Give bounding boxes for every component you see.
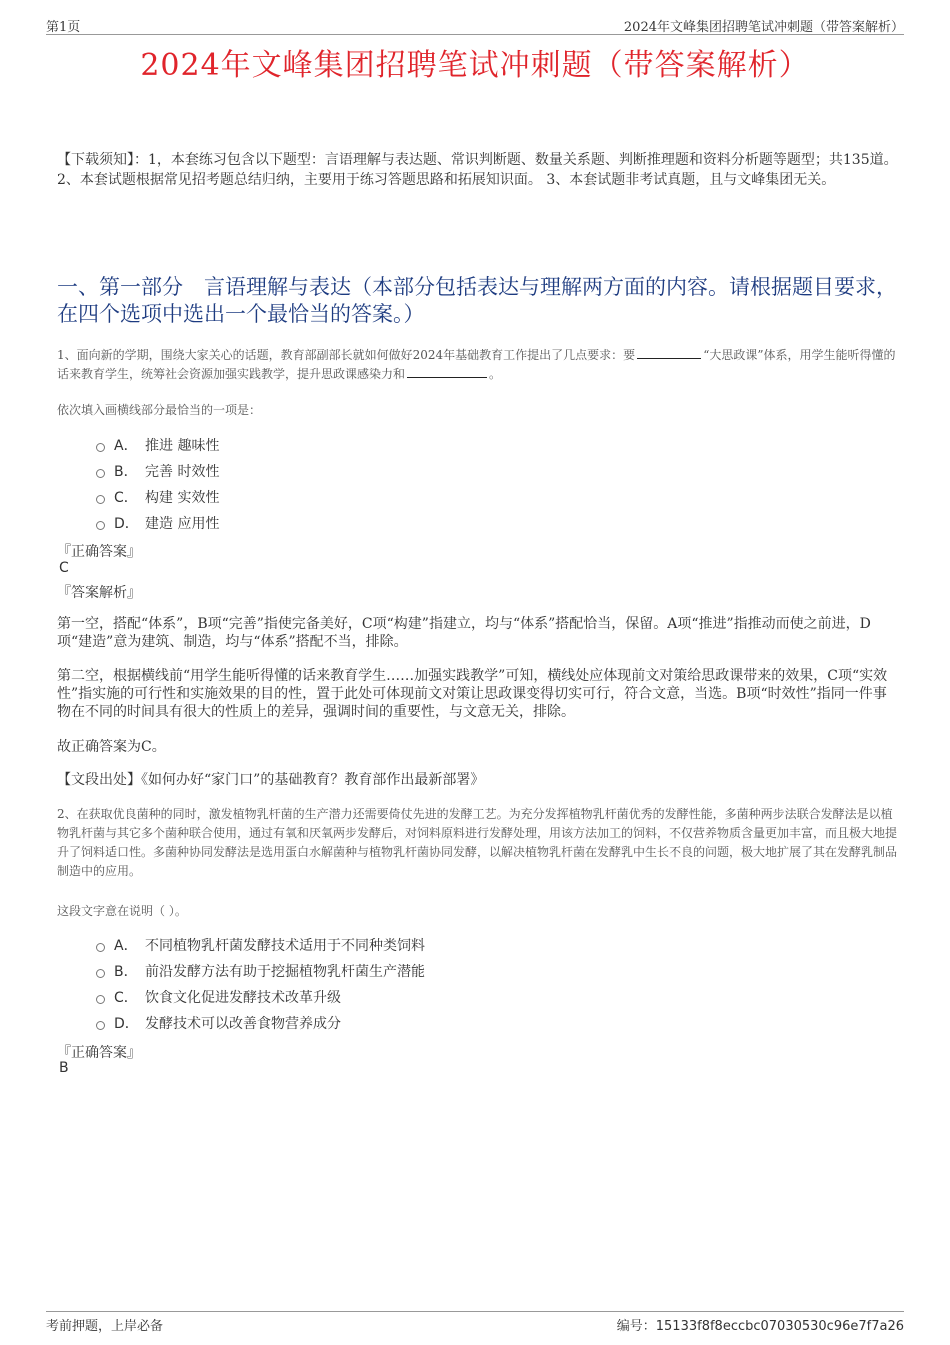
- answer-1: C: [59, 560, 69, 576]
- radio-icon[interactable]: [96, 521, 105, 530]
- answer-2: B: [59, 1060, 69, 1076]
- option-a[interactable]: A． 不同植物乳杆菌发酵技术适用于不同种类饲料: [96, 932, 425, 958]
- question-2-prompt: 这段文字意在说明（ ）。: [57, 904, 187, 918]
- download-notice: 【下载须知】：1，本套练习包含以下题型：言语理解与表达题、常识判断题、数量关系题、判断推理题和资料分析题等题型；共135道。 2、本套试题根据常见招考题总结归纳，主要用于练习答题思路和拓展知识面。 3、本套试题非考试真题，且与文峰集团无关。: [57, 152, 898, 188]
- answer-label-2: 『正确答案』: [57, 1045, 141, 1061]
- question-1-text: 1、面向新的学期，围绕大家关心的话题，教育部副部长就如何做好2024年基础教育工作提出了几点要求：要 “大思政课”体系，用学生能听得懂的话来教育学生，统筹社会资源加强实践教学，提升思政课感染力和 。: [57, 348, 896, 381]
- analysis-paragraph-1: 第一空，搭配“体系”，B项“完善”指使完备美好，C项“构建”指建立，均与“体系”搭配恰当，保留。A项“推进”指推动而使之前进，D项“建造”意为建筑、制造，均与“体系”搭配不当，排除。: [57, 616, 871, 650]
- page-header: [46, 14, 904, 35]
- document-code: 编号：15133f8f8eccbc07030530c96e7f7a26: [616, 1319, 904, 1334]
- question-1-options: [96, 432, 219, 536]
- radio-icon[interactable]: [96, 495, 105, 504]
- option-a[interactable]: A． 推进 趣味性: [96, 432, 219, 458]
- question-2-text: 2、在获取优良菌种的同时，激发植物乳杆菌的生产潜力还需要倚仗先进的发酵工艺。为充分发挥植物乳杆菌优秀的发酵性能，多菌种两步法联合发酵法是以植物乳杆菌与其它多个菌种联合使用，通过有氧和厌氧两步发酵后，对饲料原料进行发酵处理，用该方法加工的饲料，不仅营养物质含量更加丰富，而且极大地提升了饲料适口性。多菌种协同发酵法是选用蛋白水解菌种与植物乳杆菌协同发酵，以解决植物乳杆菌在发酵乳中生长不良的问题，极大地扩展了其在发酵乳制品制造中的应用。: [57, 807, 898, 878]
- header-doc-title: 2024年文峰集团招聘笔试冲刺题（带答案解析）: [623, 20, 904, 35]
- option-d[interactable]: D． 发酵技术可以改善食物营养成分: [96, 1010, 425, 1036]
- radio-icon[interactable]: [96, 1021, 105, 1030]
- blank-1: [637, 346, 701, 359]
- page-number: 第1页: [46, 20, 81, 35]
- radio-icon[interactable]: [96, 995, 105, 1004]
- question-2-options: [96, 932, 425, 1036]
- analysis-label-1: 『答案解析』: [57, 585, 141, 601]
- blank-2: [407, 365, 487, 378]
- analysis-paragraph-2: 第二空，根据横线前“用学生能听得懂的话来教育学生……加强实践教学”可知，横线处应体现前文对策给思政课带来的效果，C项“实效性”指实施的可行性和实施效果的目的性，置于此处可体现前文对策让思政课变得切实可行，符合文意，当选。B项“时效性”指同一件事物在不同的时间具有很大的性质上的差异，强调时间的重要性，与文意无关，排除。: [57, 668, 888, 720]
- analysis-conclusion: 故正确答案为C。: [57, 739, 166, 755]
- option-c[interactable]: C． 构建 实效性: [96, 484, 219, 510]
- page-title: 2024年文峰集团招聘笔试冲刺题（带答案解析）: [140, 48, 810, 83]
- radio-icon[interactable]: [96, 943, 105, 952]
- radio-icon[interactable]: [96, 443, 105, 452]
- option-d[interactable]: D． 建造 应用性: [96, 510, 219, 536]
- radio-icon[interactable]: [96, 469, 105, 478]
- section-title: 一、第一部分 言语理解与表达（本部分包括表达与理解两方面的内容。请根据题目要求，在四个选项中选出一个最恰当的答案。）: [57, 275, 897, 326]
- answer-label-1: 『正确答案』: [57, 544, 141, 560]
- question-1-prompt: 依次填入画横线部分最恰当的一项是：: [57, 403, 262, 417]
- option-c[interactable]: C． 饮食文化促进发酵技术改革升级: [96, 984, 425, 1010]
- footer-slogan: 考前押题，上岸必备: [46, 1319, 164, 1334]
- radio-icon[interactable]: [96, 969, 105, 978]
- option-b[interactable]: B． 完善 时效性: [96, 458, 219, 484]
- page-footer: [46, 1311, 904, 1334]
- source-citation: 【文段出处】《如何办好“家门口”的基础教育？教育部作出最新部署》: [57, 772, 485, 788]
- option-b[interactable]: B． 前沿发酵方法有助于挖掘植物乳杆菌生产潜能: [96, 958, 425, 984]
